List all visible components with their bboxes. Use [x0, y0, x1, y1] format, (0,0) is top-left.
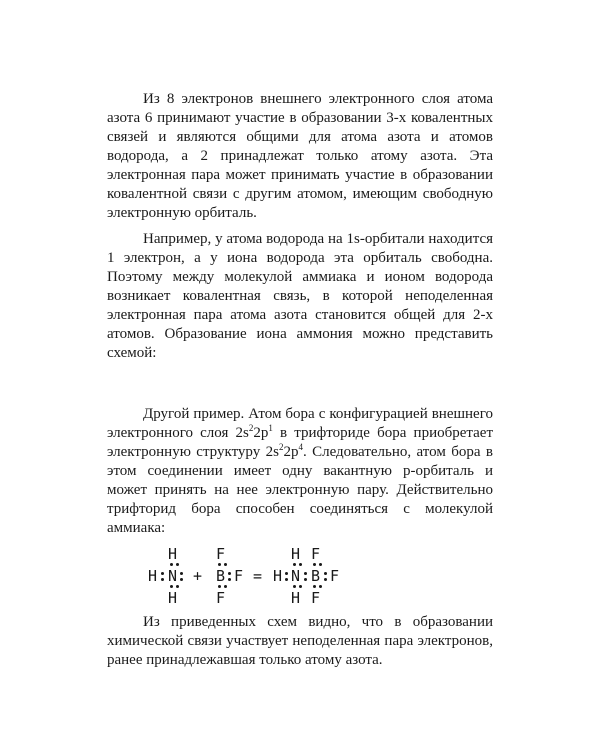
plus-sign: +: [193, 567, 203, 585]
product-n-top-electron-pair: [291, 563, 304, 566]
p3-sup-4: 4: [298, 442, 303, 452]
lewis-structure-formula: [143, 545, 363, 607]
product-b: B: [311, 567, 321, 585]
product-bottom-f: F: [311, 589, 321, 607]
product-b-f-electron-pair: [324, 570, 327, 583]
product-n-bottom-electron-pair: [291, 585, 304, 588]
bf3-right-electron-pair: [228, 570, 231, 583]
p3-sup-2: 1: [268, 423, 273, 433]
p3-text-d: 2p: [283, 444, 299, 460]
product-left-h: H: [273, 567, 283, 585]
product-right-f: F: [330, 567, 340, 585]
product-n-b-shared-pair: [304, 570, 307, 583]
product-h-n-electron-pair: [285, 570, 288, 583]
product-n: N: [291, 567, 301, 585]
nh3-left-h: H: [148, 567, 158, 585]
p3-text-a: Другой пример. Атом бора с конфигурацией внешнего электронного слоя 2s: [107, 406, 493, 441]
p3-text-e: . Следовательно, атом бора в этом соединении имеет одну вакантную p-орбиталь и может принять на нее электронную пару. Действительно трифторид бора способен соединяться с молекулой аммиака:: [107, 444, 493, 536]
p3-text-c: в трифториде бора приобретает электронную структуру 2s: [107, 425, 493, 460]
p3-text-b: 2p: [253, 425, 269, 441]
nh3-top-electron-pair: [168, 563, 181, 566]
paragraph-boron-example: [107, 405, 493, 538]
product-b-top-electron-pair: [311, 563, 324, 566]
paragraph-ammonium-example: Например, у атома водорода на 1s-орбитали находится 1 электрон, а у иона водорода эта орбиталь свободна. Поэтому между молекулой аммиака и ионом водорода возникает ковалентная связь, в которой неподеленная электронная пара атома азота становится общей для 2-х атомов. Образование иона аммония можно представить схемой:: [107, 231, 493, 361]
product-top-h: H: [291, 545, 301, 563]
bf3-top-f: F: [216, 545, 226, 563]
product-top-f: F: [311, 545, 321, 563]
bf3-b: B: [216, 567, 226, 585]
product-b-bottom-electron-pair: [311, 585, 324, 588]
nh3-left-electron-pair: [161, 570, 164, 583]
bf3-top-electron-pair: [216, 563, 229, 566]
paragraph-conclusion: Из приведенных схем видно, что в образовании химической связи участвует неподеленная пара электронов, ранее принадлежавшая только атому азота.: [107, 614, 493, 668]
nh3-bottom-h: H: [168, 589, 178, 607]
nh3-bottom-electron-pair: [168, 585, 181, 588]
p3-sup-3: 2: [278, 442, 284, 452]
nh3-n: N: [168, 567, 178, 585]
bf3-bottom-f: F: [216, 589, 226, 607]
nh3-top-h: H: [168, 545, 178, 563]
p3-sup-1: 2: [248, 423, 254, 433]
paragraph-nitrogen-electrons: Из 8 электронов внешнего электронного слоя атома азота 6 принимают участие в образовании 3-х ковалентных связей и являются общими для атома азота и атомов водорода, а 2 принадлежат только атому азота. Эта электронная пара может принимать участие в образовании ковалентной связи с другим атомом, имеющим свободную электронную орбиталь.: [107, 91, 493, 221]
bf3-right-f: F: [234, 567, 244, 585]
nh3-lone-pair: [180, 570, 183, 583]
bf3-bottom-electron-pair: [216, 585, 229, 588]
product-bottom-h: H: [291, 589, 301, 607]
equals-sign: =: [253, 567, 263, 585]
